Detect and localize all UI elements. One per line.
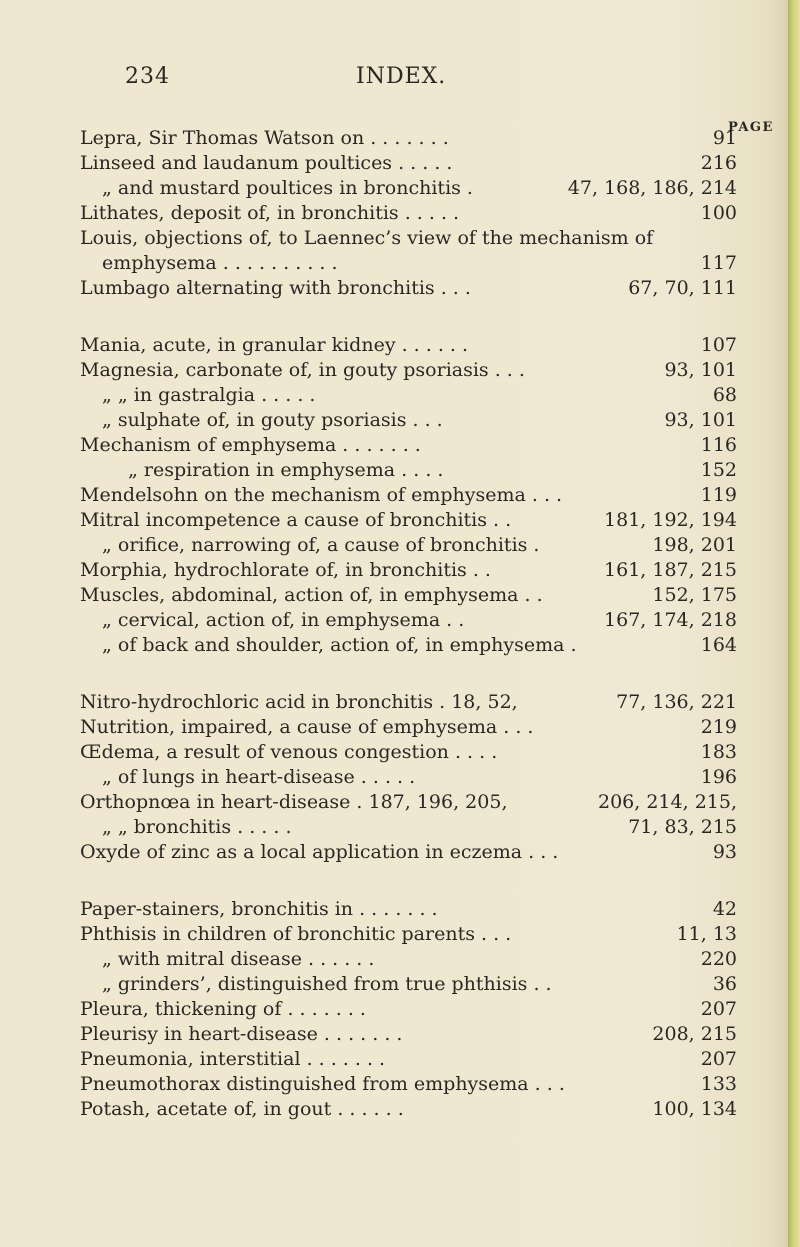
index-entry: [80, 431, 737, 459]
index-entry: [80, 224, 737, 252]
entry-text: „ sulphate of, in gouty psoriasis . . .: [102, 409, 443, 431]
entry-text: Lithates, deposit of, in bronchitis . . . . .: [80, 202, 460, 224]
entry-text: Lumbago alternating with bronchitis . . .: [80, 277, 471, 299]
entry-pages: 208, 215: [652, 1023, 737, 1045]
index-entry: [102, 174, 737, 202]
entry-text: Nitro-hydrochloric acid in bronchitis . 18, 52,: [80, 691, 518, 713]
entry-pages: 100, 134: [652, 1098, 737, 1120]
entry-pages: 93, 101: [664, 359, 737, 381]
entry-pages: 71, 83, 215: [628, 816, 737, 838]
page-number: 234: [125, 64, 170, 89]
index-entry: [80, 481, 737, 509]
entry-text: „ and mustard poultices in bronchitis .: [102, 177, 473, 199]
index-entry: [80, 199, 737, 227]
entry-text: Oxyde of zinc as a local application in eczema . . .: [80, 841, 559, 863]
entry-pages: 77, 136, 221: [616, 691, 737, 713]
entry-text: „ „ bronchitis . . . . .: [102, 816, 292, 838]
entry-pages: 117: [700, 252, 737, 274]
entry-text: Linseed and laudanum poultices . . . . .: [80, 152, 453, 174]
entry-pages: 216: [700, 152, 737, 174]
entry-pages: 207: [700, 998, 737, 1020]
entry-pages: 36: [712, 973, 737, 995]
entry-pages: 164: [700, 634, 737, 656]
index-entry: [80, 688, 737, 716]
entry-pages: 152: [700, 459, 737, 481]
entry-pages: 42: [712, 898, 737, 920]
entry-pages: 161, 187, 215: [604, 559, 737, 581]
page-title: INDEX.: [356, 64, 447, 89]
page-column-label: PAGE: [728, 120, 774, 135]
index-entry: [80, 1020, 737, 1048]
index-entry: [102, 531, 737, 559]
index-entry: [102, 249, 737, 277]
entry-pages: 206, 214, 215,: [598, 791, 737, 813]
entry-text: Nutrition, impaired, a cause of emphysema . . .: [80, 716, 534, 738]
running-head: [0, 64, 780, 94]
index-entry: [80, 788, 737, 816]
entry-pages: 11, 13: [676, 923, 737, 945]
page-edge: [788, 0, 800, 1247]
entry-pages: 68: [712, 384, 737, 406]
entry-text: „ of back and shoulder, action of, in emphysema .: [102, 634, 577, 656]
index-entry: [80, 738, 737, 766]
entry-pages: 196: [700, 766, 737, 788]
entry-pages: 152, 175: [652, 584, 737, 606]
entry-text: Mitral incompetence a cause of bronchitis . .: [80, 509, 512, 531]
index-entry: [80, 920, 737, 948]
entry-text: Mechanism of emphysema . . . . . . .: [80, 434, 421, 456]
index-entry: [102, 813, 737, 841]
index-entry: [102, 606, 737, 634]
entry-pages: 93, 101: [664, 409, 737, 431]
entry-pages: 219: [700, 716, 737, 738]
entry-pages: 67, 70, 111: [628, 277, 737, 299]
entry-text: „ „ in gastralgia . . . . .: [102, 384, 316, 406]
entry-text: „ grinders’, distinguished from true phthisis . .: [102, 973, 552, 995]
entry-text: „ cervical, action of, in emphysema . .: [102, 609, 465, 631]
entry-text: Louis, objections of, to Laennec’s view of the mechanism of: [80, 227, 654, 249]
index-entry: [80, 1070, 737, 1098]
entry-text: Phthisis in children of bronchitic parents . . .: [80, 923, 512, 945]
entry-text: Mania, acute, in granular kidney . . . . . .: [80, 334, 469, 356]
entry-pages: 198, 201: [652, 534, 737, 556]
index-entry: [128, 456, 737, 484]
entry-text: Pleurisy in heart-disease . . . . . . .: [80, 1023, 403, 1045]
entry-pages: 207: [700, 1048, 737, 1070]
index-entry: [102, 945, 737, 973]
index-entry: [80, 1095, 737, 1123]
index-entry: [80, 995, 737, 1023]
entry-pages: 181, 192, 194: [604, 509, 737, 531]
entry-text: Magnesia, carbonate of, in gouty psoriasis . . .: [80, 359, 525, 381]
index-entry: [80, 274, 737, 302]
entry-pages: 220: [700, 948, 737, 970]
entry-text: Pneumonia, interstitial . . . . . . .: [80, 1048, 386, 1070]
entry-pages: 100: [700, 202, 737, 224]
entry-pages: 93: [712, 841, 737, 863]
index-entry: [102, 763, 737, 791]
index-entry: [80, 1045, 737, 1073]
index-entry: [80, 149, 737, 177]
entry-text: „ respiration in emphysema . . . .: [128, 459, 444, 481]
index-entry: [80, 713, 737, 741]
entry-text: Orthopnœa in heart-disease . 187, 196, 205,: [80, 791, 508, 813]
entry-pages: 107: [700, 334, 737, 356]
index-entry: [102, 631, 737, 659]
entry-text: „ with mitral disease . . . . . .: [102, 948, 375, 970]
entry-text: Pleura, thickening of . . . . . . .: [80, 998, 366, 1020]
index-entry: [80, 838, 737, 866]
entry-text: Morphia, hydrochlorate of, in bronchitis . .: [80, 559, 491, 581]
index-entry: [80, 581, 737, 609]
index-entry: [102, 381, 737, 409]
index-entry: [102, 406, 737, 434]
entry-text: „ of lungs in heart-disease . . . . .: [102, 766, 416, 788]
entry-pages: 47, 168, 186, 214: [567, 177, 737, 199]
index-entry: [80, 895, 737, 923]
index-entry: [80, 556, 737, 584]
entry-text: Muscles, abdominal, action of, in emphysema . .: [80, 584, 543, 606]
entry-text: „ orifice, narrowing of, a cause of bronchitis .: [102, 534, 540, 556]
entry-pages: 116: [700, 434, 737, 456]
entry-text: Pneumothorax distinguished from emphysema . . .: [80, 1073, 565, 1095]
index-entry: [80, 356, 737, 384]
entry-text: Paper-stainers, bronchitis in . . . . . . .: [80, 898, 438, 920]
entry-pages: 183: [700, 741, 737, 763]
entry-pages: 91: [712, 127, 737, 149]
entry-pages: 133: [700, 1073, 737, 1095]
entry-text: Œdema, a result of venous congestion . . . .: [80, 741, 498, 763]
entry-pages: 119: [700, 484, 737, 506]
entry-pages: 167, 174, 218: [604, 609, 737, 631]
entry-text: Mendelsohn on the mechanism of emphysema . . .: [80, 484, 563, 506]
entry-text: emphysema . . . . . . . . . .: [102, 252, 338, 274]
index-entry: [80, 124, 737, 152]
entry-text: Lepra, Sir Thomas Watson on . . . . . . .: [80, 127, 449, 149]
index-entry: [80, 331, 737, 359]
index-entry: [102, 970, 737, 998]
entry-text: Potash, acetate of, in gout . . . . . .: [80, 1098, 404, 1120]
index-entry: [80, 506, 737, 534]
